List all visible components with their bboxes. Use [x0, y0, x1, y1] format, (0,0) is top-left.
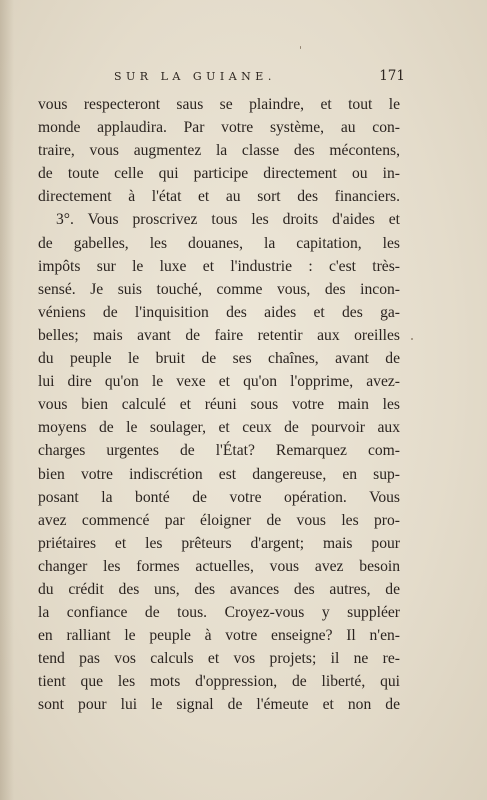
text-line: sensé. Je suis touché, comme vous, des incon-: [38, 280, 400, 298]
text-line: de gabelles, les douanes, la capitation, les: [38, 234, 400, 252]
text-line: lui dire qu'on le vexe et qu'on l'opprime, avez-: [38, 373, 400, 391]
text-line: sont pour lui le signal de l'émeute et non de: [38, 696, 400, 714]
text-line: tend pas vos calculs et vos projets; il ne re-: [38, 650, 400, 668]
text-line: vous bien calculé et réuni sous votre main les: [38, 396, 400, 414]
text-line: posant la bonté de votre opération. Vous: [38, 488, 400, 506]
paper-speck: [300, 46, 301, 49]
text-line: la confiance de tous. Croyez-vous y suppléer: [38, 604, 400, 622]
running-title: SUR LA GUIANE.: [114, 70, 276, 83]
running-head: [40, 68, 405, 88]
text-line: véniens de l'inquisition des aides et des ga-: [38, 303, 400, 321]
paragraph-start-line: 3°. Vous proscrivez tous les droits d'aides et: [56, 211, 400, 229]
text-line: vous respecteront saus se plaindre, et tout le: [38, 96, 400, 113]
gutter-shadow: [0, 0, 14, 800]
paper-speck: [411, 338, 413, 340]
page-number: 171: [379, 68, 405, 84]
text-line: bien votre indiscrétion est dangereuse, en sup-: [38, 465, 400, 483]
text-line: moyens de le soulager, et ceux de pourvoir aux: [38, 419, 400, 437]
text-line: traire, vous augmentez la classe des mécontens,: [38, 142, 400, 160]
text-line: du peuple le bruit de ses chaînes, avant de: [38, 350, 400, 368]
text-line: de toute celle qui participe directement ou in-: [38, 165, 400, 183]
text-line: en ralliant le peuple à votre enseigne? Il n'en-: [38, 627, 400, 645]
text-line: tient que les mots d'oppression, de liberté, qui: [38, 673, 400, 691]
text-line: charges urgentes de l'État? Remarquez com-: [38, 442, 400, 460]
text-line: directement à l'état et au sort des financiers.: [38, 188, 400, 206]
text-line: avez commencé par éloigner de vous les pro-: [38, 511, 400, 529]
body-text: [38, 93, 400, 717]
text-line: du crédit des uns, des avances des autres, de: [38, 580, 400, 598]
text-line: changer les formes actuelles, vous avez besoin: [38, 557, 400, 575]
text-line: priétaires et les prêteurs d'argent; mais pour: [38, 534, 400, 552]
text-line: impôts sur le luxe et l'industrie : c'est très-: [38, 257, 400, 275]
text-line: monde applaudira. Par votre système, au con-: [38, 119, 400, 137]
text-line: belles; mais avant de faire retentir aux oreilles: [38, 326, 400, 344]
